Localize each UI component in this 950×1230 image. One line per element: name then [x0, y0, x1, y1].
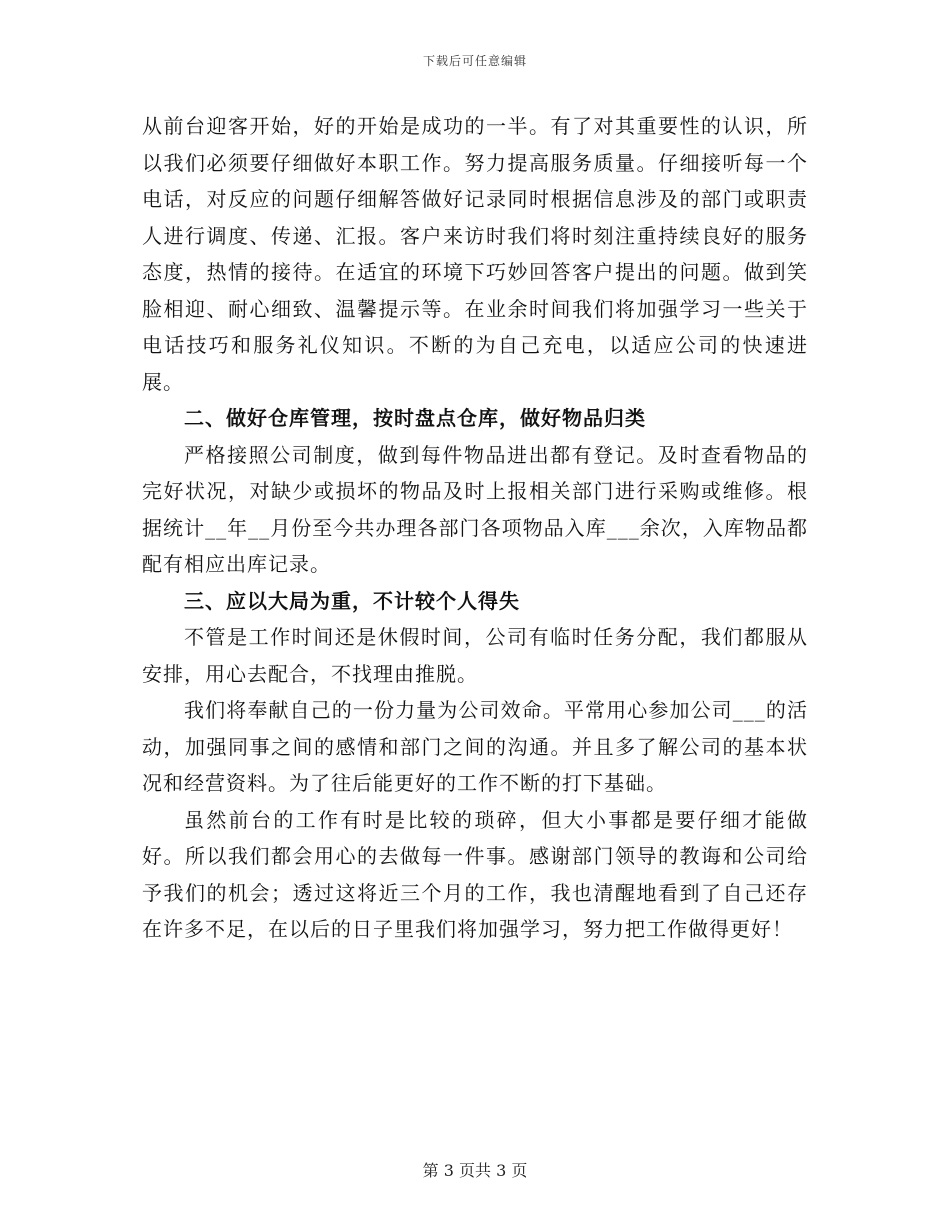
- section-heading-overall: 三、应以大局为重，不计较个人得失: [184, 588, 520, 613]
- page-number-footer: 第 3 页共 3 页: [422, 1161, 528, 1180]
- section-heading-warehouse: 二、做好仓库管理，按时盘点仓库，做好物品归类: [184, 406, 646, 430]
- paragraph-contribution: 我们将奉献自己的一份力量为公司效命。平常用心参加公司___的活动，加强同事之间的感情和部门之间的沟通。并且多了解公司的基本状况和经营资料。为了往后能更好的工作不断的打下基础。: [142, 698, 808, 795]
- paragraph-warehouse: 严格接照公司制度，做到每件物品进出都有登记。及时查看物品的完好状况，对缺少或损坏的物品及时上报相关部门进行采购或维修。根据统计__年__月份至今共办理各部门各项物品入库___余次，入库物品都配有相应出库记录。: [142, 442, 808, 576]
- document-body: [142, 108, 808, 948]
- paragraph-obey-arrangement: 不管是工作时间还是休假时间，公司有临时任务分配，我们都服从安排，用心去配合，不找理由推脱。: [142, 625, 808, 686]
- paragraph-conclusion: 虽然前台的工作有时是比较的琐碎，但大小事都是要仔细才能做好。所以我们都会用心的去做每一件事。感谢部门领导的教诲和公司给予我们的机会；透过这将近三个月的工作，我也清醒地看到了自己还存在许多不足，在以后的日子里我们将加强学习，努力把工作做得更好！: [142, 807, 808, 941]
- paragraph-front-desk: 从前台迎客开始，好的开始是成功的一半。有了对其重要性的认识，所以我们必须要仔细做好本职工作。努力提高服务质量。仔细接听每一个电话，对反应的问题仔细解答做好记录同时根据信息涉及的部门或职责人进行调度、传递、汇报。客户来访时我们将时刻注重持续良好的服务态度，热情的接待。在适宜的环境下巧妙回答客户提出的问题。做到笑脸相迎、耐心细致、温馨提示等。在业余时间我们将加强学习一些关于电话技巧和服务礼仪知识。不断的为自己充电，以适应公司的快速进展。: [142, 114, 808, 394]
- page-header-note: 下载后可任意编辑: [422, 54, 527, 68]
